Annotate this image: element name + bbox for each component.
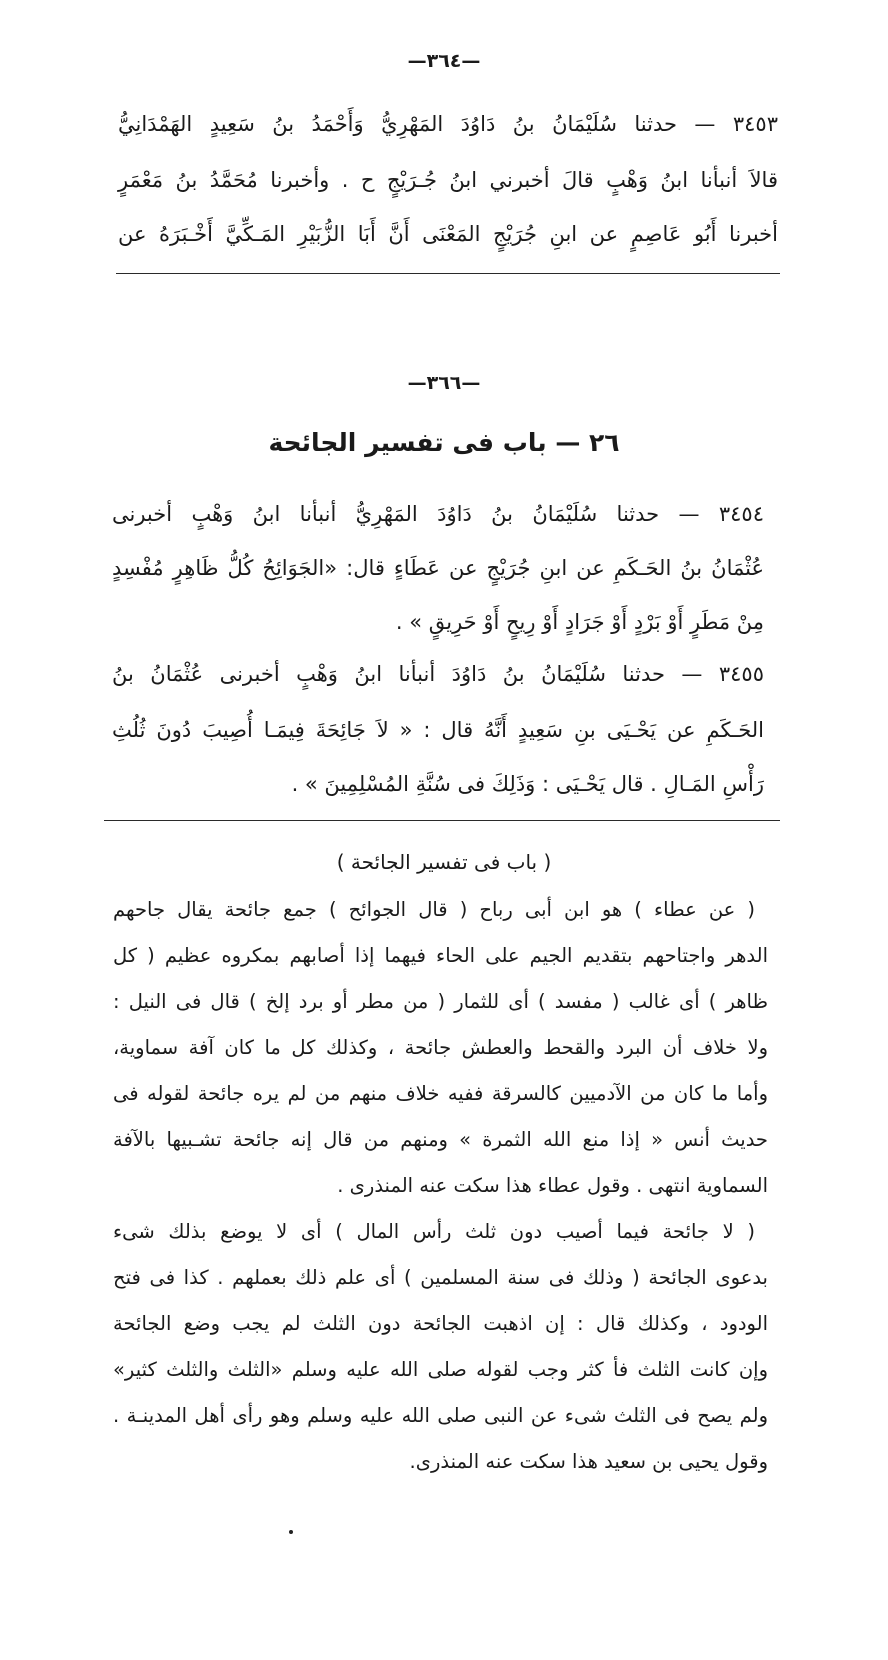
commentary-line: وأما ما كان من الآدميين كالسرقة ففيه خلاف منهم من لم يره جائحة لقوله فى bbox=[113, 1082, 768, 1105]
hadith-3455-line-1: ٣٤٥٥ — حدثنا سُلَيْمَانُ بنُ دَاوُدَ أنبأنا ابنُ وَهْبٍ أخبرنى عُثْمَانُ بنُ bbox=[112, 662, 764, 686]
commentary-line: الودود ، وكذلك قال : إن اذهبت الجائحة دون الثلث لم يجب وضع الجائحة bbox=[113, 1312, 768, 1335]
commentary-line: حديث أنس « إذا منع الله الثمرة » ومنهم من قال إنه جائحة تشـبيها بالآفة bbox=[113, 1128, 768, 1151]
commentary-line: بدعوى الجائحة ( وذلك فى سنة المسلمين ) أى علم ذلك بعملهم . كذا فى فتح bbox=[113, 1266, 768, 1289]
commentary-line: السماوية انتهى . وقول عطاء هذا سكت عنه المنذرى . bbox=[337, 1174, 768, 1197]
hadith-3454-line-3: مِنْ مَطَرٍ أَوْ بَرْدٍ أَوْ جَرَادٍ أَوْ رِيحٍ أَوْ حَرِيقٍ » . bbox=[395, 610, 764, 634]
commentary-line: ولا خلاف أن البرد والقحط والعطش جائحة ، وكذلك كل ما كان آفة سماوية، bbox=[113, 1036, 768, 1059]
commentary-line: ولم يصح فى الثلث شىء عن النبى صلى الله عليه وسلم وهو رأى أهل المدينـة . bbox=[113, 1404, 768, 1427]
hadith-3454-line-1: ٣٤٥٤ — حدثنا سُلَيْمَانُ بنُ دَاوُدَ المَهْرِيُّ أنبأنا ابنُ وَهْبٍ أخبرنى bbox=[112, 502, 764, 526]
commentary-line: ( عن عطاء ) هو ابن أبى رباح ( قال الجوائح ) جمع جائحة يقال جاحهم bbox=[113, 898, 755, 921]
ink-speck bbox=[289, 1530, 293, 1534]
commentary-divider bbox=[104, 820, 780, 821]
commentary-title: ( باب فى تفسير الجائحة ) bbox=[336, 850, 552, 874]
commentary-line: ( لا جائحة فيما أصيب دون ثلث رأس المال ) أى لا يوضع بذلك شىء bbox=[113, 1220, 755, 1243]
commentary-line: ظاهر ) أى غالب ( مفسد ) أى للثمار ( من مطر أو برد إلخ ) قال فى النيل : bbox=[113, 990, 768, 1013]
commentary-line: وقول يحيى بن سعيد هذا سكت عنه المنذرى. bbox=[409, 1450, 768, 1473]
hadith-3453-line-1: ٣٤٥٣ — حدثنا سُلَيْمَانُ بنُ دَاوُدَ المَهْرِيُّ وَأَحْمَدُ بنُ سَعِيدٍ الهَمْدَانِيُّ bbox=[118, 112, 778, 136]
chapter-title: ٢٦ — باب فى تفسير الجائحة bbox=[268, 428, 620, 457]
page-number-top: —٣٦٤— bbox=[407, 50, 481, 72]
hadith-3455-line-3: رَأْسِ المَـالِ . قال يَحْـيَى : وَذَلِكَ فى سُنَّةِ المُسْلِمِينَ » . bbox=[291, 772, 764, 796]
hadith-3454-line-2: عُثْمَانُ بنُ الحَـكَمِ عن ابنِ جُرَيْجٍ عن عَطَاءٍ قال: «الجَوَائِحُ كُلُّ ظَاهِرٍ مُفْسِدٍ bbox=[112, 556, 764, 580]
top-fragment-divider bbox=[116, 273, 780, 274]
hadith-3453-line-3: أخبرنا أَبُو عَاصِمٍ عن ابنِ جُرَيْجٍ المَعْنَى أَنَّ أَبَا الزُّبَيْرِ المَـكِّيَّ أَخْـبَرَهُ عن bbox=[118, 222, 778, 246]
commentary-line: الدهر واجتاحهم بتقديم الجيم على الحاء فيهما إذا أصابهم بمكروه عظيم ( كل bbox=[113, 944, 768, 967]
commentary-line: وإن كانت الثلث فأ كثر وجب لقوله صلى الله عليه وسلم «الثلث والثلث كثير» bbox=[113, 1358, 768, 1381]
page-number: —٣٦٦— bbox=[407, 372, 481, 394]
hadith-3455-line-2: الحَـكَمِ عن يَحْـيَى بنِ سَعِيدٍ أَنَّهُ قال : « لاَ جَائِحَةَ فِيمَـا أُصِيبَ دُونَ ثُلُثِ bbox=[112, 718, 764, 742]
hadith-3453-line-2: قالاَ أنبأنا ابنُ وَهْبٍ قالَ أخبرني ابنُ جُـرَيْجٍ ح . وأخبرنا مُحَمَّدُ بنُ مَعْمَرٍ bbox=[118, 168, 778, 192]
